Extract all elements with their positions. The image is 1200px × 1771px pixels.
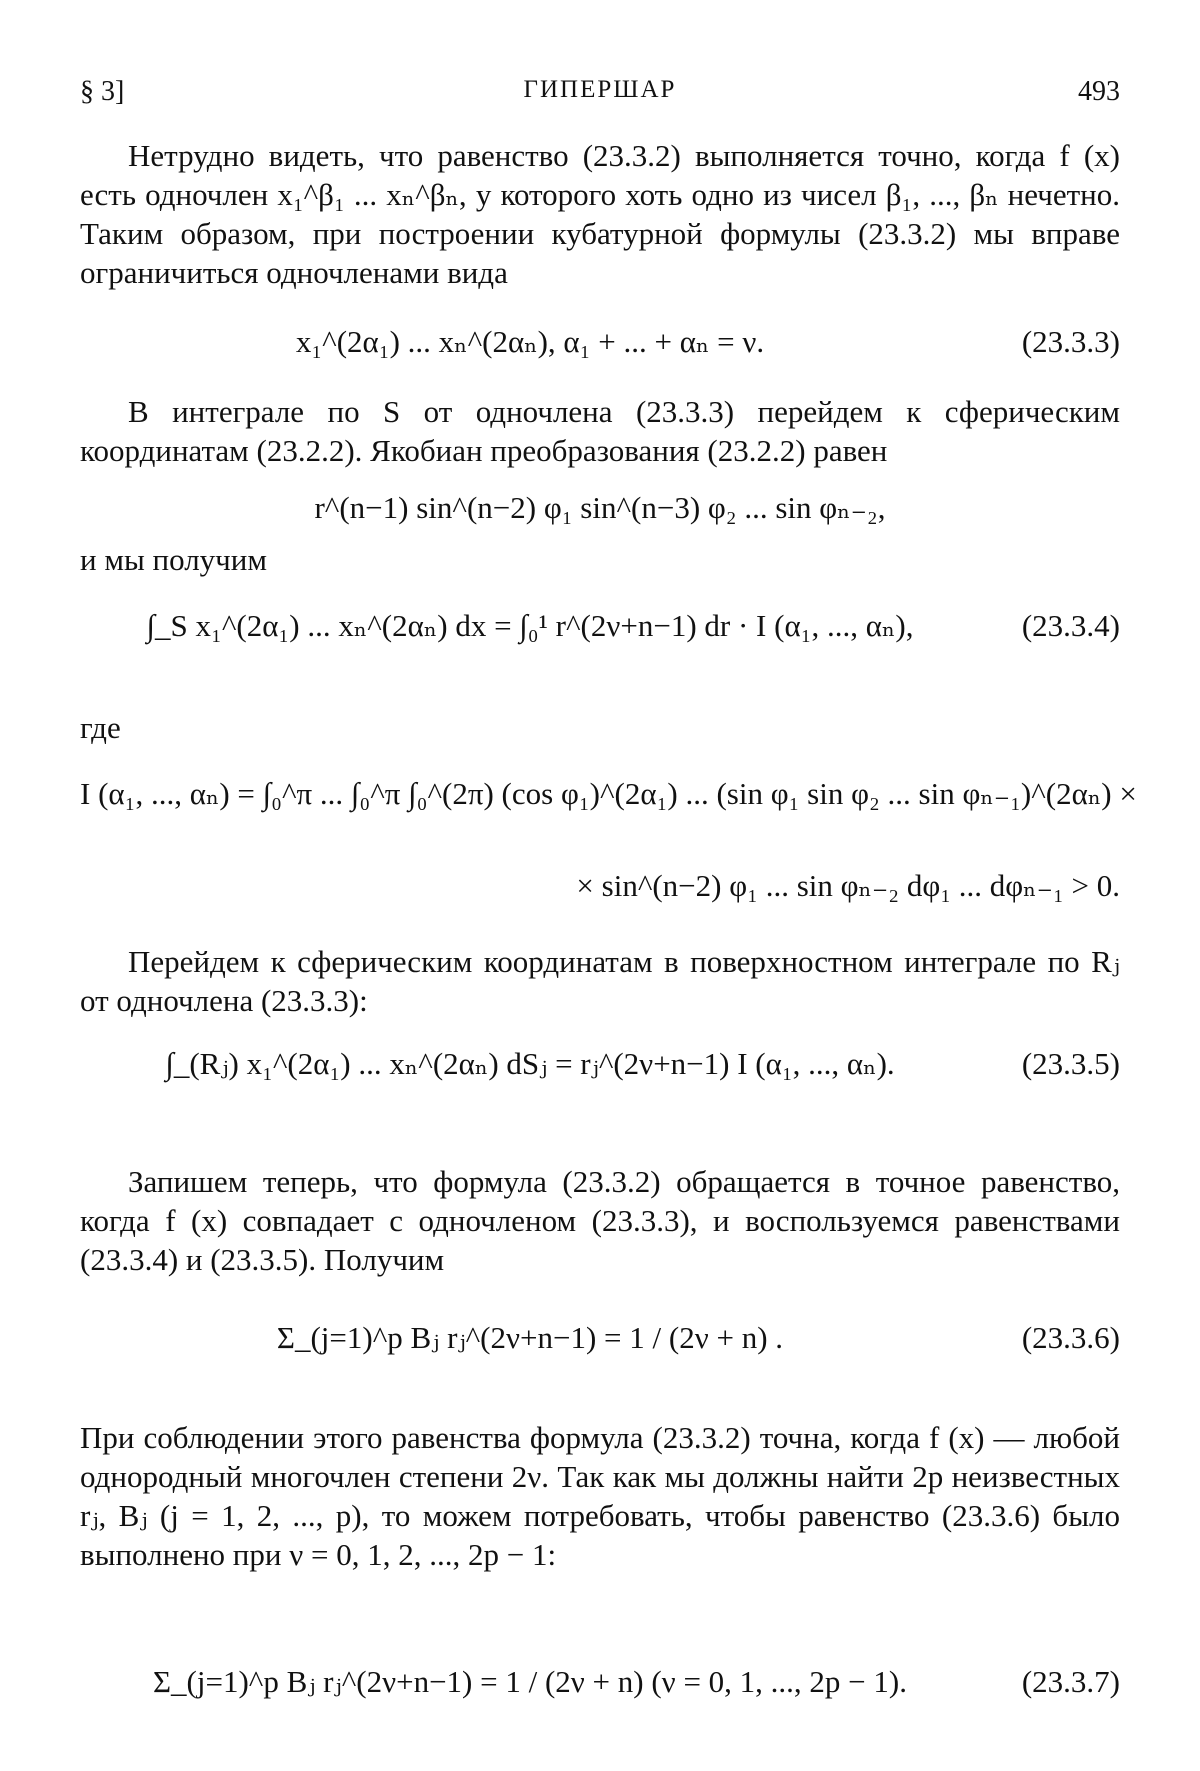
equation-body: I (α₁, ..., αₙ) = ∫₀^π ... ∫₀^π ∫₀^(2π) (cos φ₁)^(2α₁) ... (sin φ₁ sin φ₂ ... sin φₙ₋₁)^(2αₙ) × xyxy=(80,776,1137,811)
equation-number: (23.3.4) xyxy=(1021,608,1120,643)
equation-body: Σ_(j=1)^p Bⱼ rⱼ^(2ν+n−1) = 1 / (2ν + n) . xyxy=(276,1320,784,1355)
section-label: § 3] xyxy=(80,76,125,107)
equation-body: × sin^(n−2) φ₁ ... sin φₙ₋₂ dφ₁ ... dφₙ₋₁ > 0. xyxy=(576,868,1120,903)
equation-number: (23.3.7) xyxy=(1021,1664,1120,1699)
running-header xyxy=(80,74,1120,114)
paragraph-spherical-coordinates: В интеграле по S от одночлена (23.3.3) перейдем к сферическим координатам (23.2.2). Якобиан преобразования (23.2.2) равен xyxy=(80,394,1120,469)
equation-body: ∫_(Rⱼ) x₁^(2α₁) ... xₙ^(2αₙ) dSⱼ = rⱼ^(2ν+n−1) I (α₁, ..., αₙ). xyxy=(165,1046,895,1081)
equation-i-definition-line1 xyxy=(80,774,1137,854)
equation-23-3-6 xyxy=(80,1318,1120,1398)
equation-number: (23.3.5) xyxy=(1021,1046,1120,1081)
page-number: 493 xyxy=(1078,76,1120,107)
equation-23-3-7 xyxy=(80,1662,1120,1742)
equation-body: r^(n−1) sin^(n−2) φ₁ sin^(n−3) φ₂ ... sin φₙ₋₂, xyxy=(314,490,886,525)
equation-23-3-4 xyxy=(80,606,1120,686)
equation-body: ∫_S x₁^(2α₁) ... xₙ^(2αₙ) dx = ∫₀¹ r^(2ν+n−1) dr · I (α₁, ..., αₙ), xyxy=(146,608,914,643)
running-title: ГИПЕРШАР xyxy=(523,76,677,103)
equation-number: (23.3.3) xyxy=(1021,324,1120,359)
equation-body: Σ_(j=1)^p Bⱼ rⱼ^(2ν+n−1) = 1 / (2ν + n) (ν = 0, 1, ..., 2p − 1). xyxy=(152,1664,907,1699)
paragraph-homogeneous-polynomial: При соблюдении этого равенства формула (23.3.2) точна, когда f (x) — любой однородный многочлен степени 2ν. Так как мы должны найти 2p неизвестных rⱼ, Bⱼ (j = 1, 2, ..., p), то можем потребовать, чтобы равенство (23.3.6) было выполнено при ν = 0, 1, 2, ..., 2p − 1: xyxy=(80,1420,1120,1573)
paragraph-surface-integral: Перейдем к сферическим координатам в поверхностном интеграле по Rⱼ от одночлена (23.3.3): xyxy=(80,944,1120,1019)
paragraph-we-get: и мы получим xyxy=(80,542,267,577)
equation-i-definition-line2 xyxy=(80,866,1120,946)
equation-body: x₁^(2α₁) ... xₙ^(2αₙ), α₁ + ... + αₙ = ν. xyxy=(295,324,765,359)
equation-number: (23.3.6) xyxy=(1021,1320,1120,1355)
equation-23-3-5 xyxy=(80,1044,1120,1124)
paragraph-exactness: Запишем теперь, что формула (23.3.2) обращается в точное равенство, когда f (x) совпадает с одночленом (23.3.3), и воспользуемся равенствами (23.3.4) и (23.3.5). Получим xyxy=(80,1164,1120,1278)
paragraph-where: где xyxy=(80,710,121,745)
paragraph-monomial-odd: Нетрудно видеть, что равенство (23.3.2) выполняется точно, когда f (x) есть одночлен x₁^β₁ ... xₙ^βₙ, у которого хоть одно из чисел β₁, ..., βₙ нечетно. Таким образом, при построении кубатурной формулы (23.3.2) мы вправе ограничиться одночленами вида xyxy=(80,138,1120,291)
equation-23-3-3 xyxy=(80,322,1120,402)
